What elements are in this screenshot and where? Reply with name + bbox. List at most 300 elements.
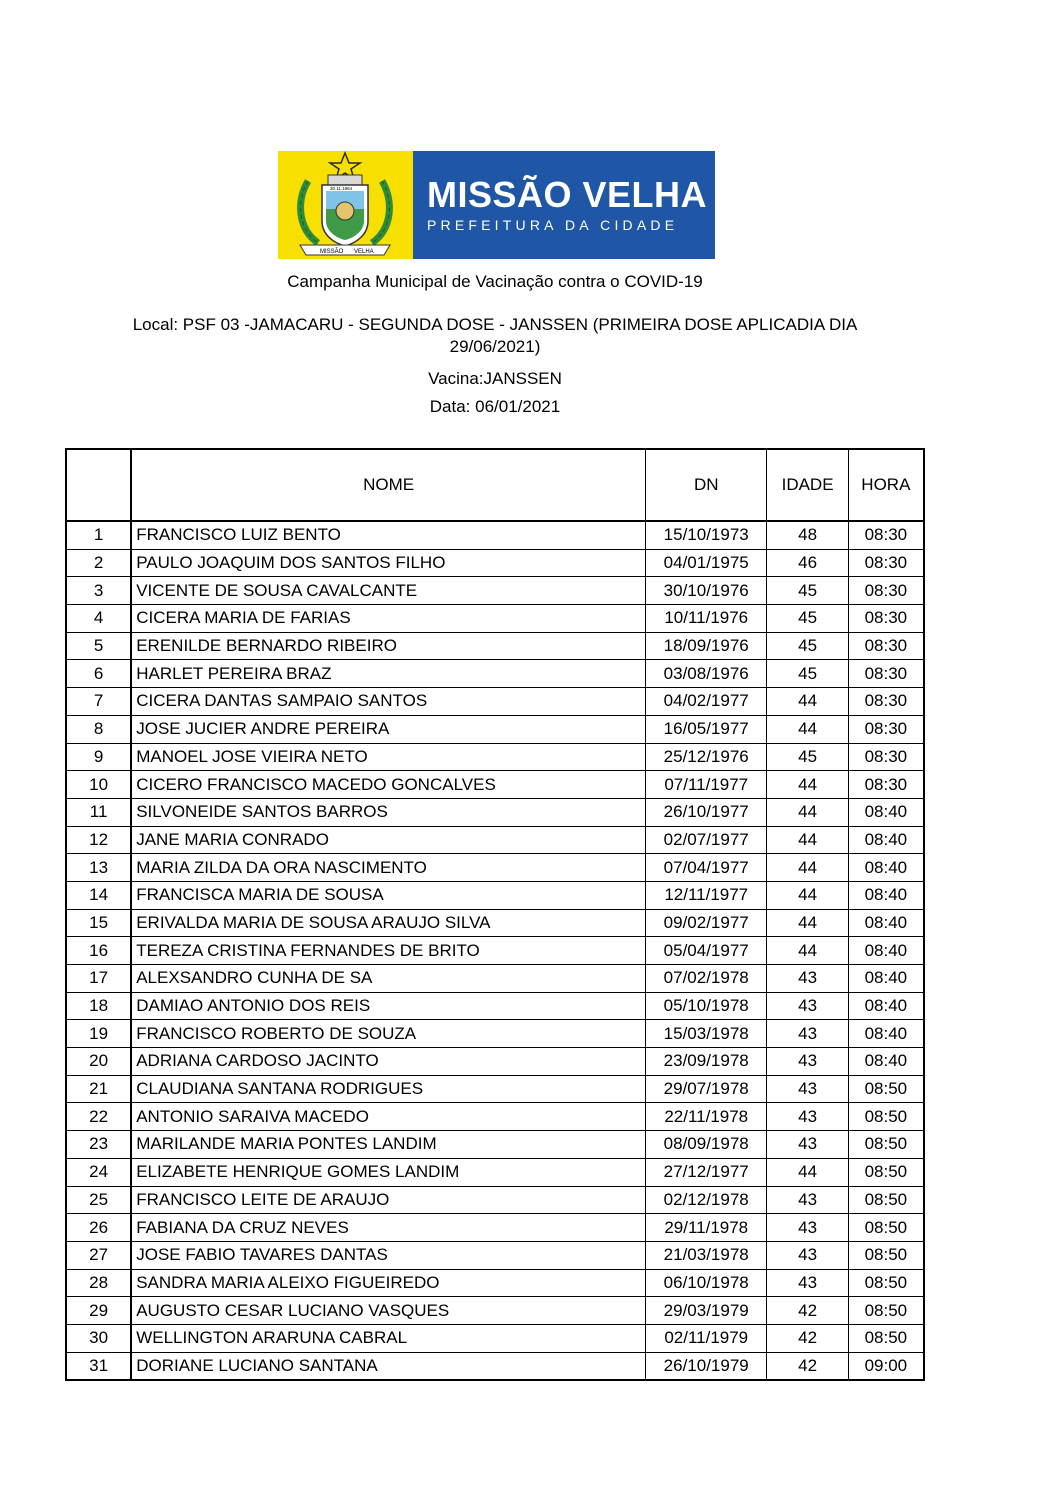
row-dn-cell (646, 688, 767, 716)
row-dn-cell (646, 715, 767, 743)
row-name: MARILANDE MARIA PONTES LANDIM (136, 1134, 437, 1154)
table-row (66, 1214, 924, 1242)
row-name: VICENTE DE SOUSA CAVALCANTE (136, 580, 418, 600)
table-row (66, 798, 924, 826)
table-row (66, 826, 924, 854)
row-name: WELLINGTON ARARUNA CABRAL (136, 1328, 408, 1348)
crest-ribbon-right: VELHA (354, 249, 374, 255)
row-name-cell (131, 577, 645, 605)
row-age: 43 (798, 1217, 818, 1237)
row-dn: 02/07/1977 (663, 829, 749, 849)
row-name-cell (131, 1324, 645, 1352)
row-time: 08:40 (864, 802, 908, 822)
row-time: 08:30 (864, 553, 908, 573)
brand-subtitle: PREFEITURA DA CIDADE (427, 217, 679, 233)
logo-brand-panel (413, 151, 715, 259)
prefeitura-logo (278, 151, 715, 259)
row-name-cell (131, 632, 645, 660)
row-dn-cell (646, 1020, 767, 1048)
row-number-cell (66, 1103, 131, 1131)
row-age-cell (767, 1186, 848, 1214)
municipal-crest-icon (278, 151, 413, 259)
row-name: FRANCISCO ROBERTO DE SOUZA (136, 1023, 417, 1043)
row-age: 43 (798, 996, 818, 1016)
row-age: 44 (798, 857, 818, 877)
row-dn: 16/05/1977 (663, 719, 749, 739)
row-name: CICERA MARIA DE FARIAS (136, 608, 351, 628)
row-dn: 08/09/1978 (663, 1134, 749, 1154)
row-age-cell (767, 937, 848, 965)
row-name-cell (131, 798, 645, 826)
row-number-cell (66, 660, 131, 688)
table-header-row (66, 449, 924, 521)
row-age: 43 (798, 968, 818, 988)
row-name-cell (131, 688, 645, 716)
table-row (66, 688, 924, 716)
row-time: 08:50 (864, 1217, 908, 1237)
row-dn-cell (646, 1241, 767, 1269)
row-name: FRANCISCO LUIZ BENTO (136, 525, 341, 545)
row-name-cell (131, 1241, 645, 1269)
row-age-cell (767, 1324, 848, 1352)
row-time-cell (848, 909, 924, 937)
row-name-cell (131, 1269, 645, 1297)
row-name: HARLET PEREIRA BRAZ (136, 663, 332, 683)
row-age-cell (767, 1269, 848, 1297)
row-time: 08:50 (864, 1162, 908, 1182)
row-age: 45 (798, 663, 818, 683)
row-number-cell (66, 1241, 131, 1269)
row-dn-cell (646, 1324, 767, 1352)
row-number: 26 (89, 1217, 109, 1237)
row-age-cell (767, 1214, 848, 1242)
row-age: 45 (798, 608, 818, 628)
row-age-cell (767, 771, 848, 799)
row-age-cell (767, 992, 848, 1020)
row-age: 43 (798, 1023, 818, 1043)
row-dn-cell (646, 743, 767, 771)
row-dn-cell (646, 1352, 767, 1380)
row-time: 08:50 (864, 1189, 908, 1209)
row-dn: 23/09/1978 (663, 1051, 749, 1071)
row-number: 13 (89, 857, 109, 877)
row-dn: 05/04/1977 (663, 940, 749, 960)
row-dn-cell (646, 1048, 767, 1076)
row-age: 44 (798, 885, 818, 905)
row-age: 42 (798, 1328, 818, 1348)
row-time-cell (848, 1048, 924, 1076)
row-time: 08:40 (864, 885, 908, 905)
row-name: DAMIAO ANTONIO DOS REIS (136, 996, 371, 1016)
table-row (66, 521, 924, 549)
row-name: SANDRA MARIA ALEIXO FIGUEIREDO (136, 1272, 440, 1292)
row-dn-cell (646, 1186, 767, 1214)
row-time-cell (848, 1020, 924, 1048)
row-dn-cell (646, 965, 767, 993)
row-number-cell (66, 549, 131, 577)
row-name-cell (131, 1103, 645, 1131)
row-number-cell (66, 881, 131, 909)
row-name: MANOEL JOSE VIEIRA NETO (136, 746, 368, 766)
brand-name: MISSÃO VELHA (427, 174, 708, 215)
table-row (66, 632, 924, 660)
row-time-cell (848, 798, 924, 826)
row-time: 08:40 (864, 1023, 908, 1043)
row-name: ERIVALDA MARIA DE SOUSA ARAUJO SILVA (136, 912, 491, 932)
row-name-cell (131, 854, 645, 882)
row-name: FRANCISCA MARIA DE SOUSA (136, 885, 384, 905)
row-dn-cell (646, 549, 767, 577)
row-number-cell (66, 1214, 131, 1242)
table-row (66, 992, 924, 1020)
row-time: 08:30 (864, 746, 908, 766)
row-number: 24 (89, 1162, 109, 1182)
row-number: 14 (89, 885, 109, 905)
row-age-cell (767, 1241, 848, 1269)
row-time-cell (848, 881, 924, 909)
row-age: 43 (798, 1051, 818, 1071)
row-time: 08:50 (864, 1134, 908, 1154)
row-time-cell (848, 549, 924, 577)
row-name-cell (131, 715, 645, 743)
row-time: 09:00 (864, 1355, 908, 1375)
row-number-cell (66, 1131, 131, 1159)
row-time: 08:40 (864, 968, 908, 988)
row-dn-cell (646, 881, 767, 909)
row-age-cell (767, 909, 848, 937)
table-row (66, 1297, 924, 1325)
row-number-cell (66, 632, 131, 660)
row-dn-cell (646, 632, 767, 660)
row-time-cell (848, 1186, 924, 1214)
row-dn-cell (646, 1269, 767, 1297)
row-time: 08:50 (864, 1106, 908, 1126)
row-name-cell (131, 965, 645, 993)
row-number: 5 (93, 636, 104, 656)
row-name: TEREZA CRISTINA FERNANDES DE BRITO (136, 940, 480, 960)
row-name-cell (131, 521, 645, 549)
row-time: 08:40 (864, 940, 908, 960)
row-time: 08:30 (864, 719, 908, 739)
row-number: 27 (89, 1245, 109, 1265)
row-number-cell (66, 1269, 131, 1297)
row-age-cell (767, 715, 848, 743)
row-age: 44 (798, 829, 818, 849)
row-time-cell (848, 1075, 924, 1103)
row-dn: 02/11/1979 (664, 1328, 749, 1348)
row-number: 9 (93, 746, 104, 766)
col-header-dn: DN (646, 449, 767, 521)
row-age: 43 (798, 1134, 818, 1154)
row-number: 15 (89, 912, 109, 932)
table-row (66, 965, 924, 993)
row-time: 08:50 (864, 1328, 908, 1348)
row-dn-cell (646, 1131, 767, 1159)
row-name-cell (131, 937, 645, 965)
row-time-cell (848, 715, 924, 743)
row-number: 21 (89, 1079, 109, 1099)
row-time-cell (848, 577, 924, 605)
row-age: 43 (798, 1272, 818, 1292)
row-number: 30 (89, 1328, 109, 1348)
row-age-cell (767, 1158, 848, 1186)
row-number: 4 (93, 608, 104, 628)
row-time-cell (848, 937, 924, 965)
row-age-cell (767, 798, 848, 826)
row-age: 44 (798, 940, 818, 960)
vaccination-list-table (65, 448, 925, 1381)
row-age: 44 (798, 774, 818, 794)
date-line: Data: 06/01/2021 (429, 397, 561, 416)
row-dn-cell (646, 605, 767, 633)
table-row (66, 1075, 924, 1103)
row-name-cell (131, 881, 645, 909)
row-time: 08:50 (864, 1245, 908, 1265)
row-time-cell (848, 660, 924, 688)
row-time: 08:30 (864, 663, 908, 683)
row-name-cell (131, 1131, 645, 1159)
row-name: CLAUDIANA SANTANA RODRIGUES (136, 1079, 424, 1099)
row-time: 08:40 (864, 857, 908, 877)
row-dn: 05/10/1978 (663, 996, 749, 1016)
row-number-cell (66, 743, 131, 771)
row-number-cell (66, 605, 131, 633)
row-dn: 03/08/1976 (663, 663, 749, 683)
row-name-cell (131, 605, 645, 633)
row-number: 16 (89, 940, 109, 960)
row-age: 43 (798, 1189, 818, 1209)
campaign-title: Campanha Municipal de Vacinação contra o COVID-19 (287, 272, 703, 291)
row-time-cell (848, 1103, 924, 1131)
row-number: 6 (93, 663, 104, 683)
row-time: 08:30 (864, 580, 908, 600)
row-dn: 30/10/1976 (663, 580, 749, 600)
row-time: 08:30 (864, 525, 908, 545)
row-number-cell (66, 1048, 131, 1076)
row-name: CICERA DANTAS SAMPAIO SANTOS (136, 691, 428, 711)
row-number: 23 (89, 1134, 109, 1154)
row-dn-cell (646, 577, 767, 605)
row-number-cell (66, 1352, 131, 1380)
row-number-cell (66, 909, 131, 937)
table-row (66, 660, 924, 688)
row-time-cell (848, 605, 924, 633)
row-age: 45 (798, 636, 818, 656)
row-number-cell (66, 577, 131, 605)
row-dn: 25/12/1976 (663, 746, 749, 766)
row-age: 48 (798, 525, 818, 545)
col-header-number (66, 449, 131, 521)
row-time-cell (848, 826, 924, 854)
row-name-cell (131, 1075, 645, 1103)
row-dn: 29/11/1978 (664, 1217, 749, 1237)
row-time: 08:40 (864, 1051, 908, 1071)
row-age-cell (767, 660, 848, 688)
row-age: 44 (798, 1162, 818, 1182)
row-name-cell (131, 909, 645, 937)
row-time-cell (848, 521, 924, 549)
row-dn: 06/10/1978 (663, 1272, 749, 1292)
row-dn-cell (646, 1297, 767, 1325)
row-number-cell (66, 854, 131, 882)
row-number-cell (66, 937, 131, 965)
row-age-cell (767, 854, 848, 882)
row-time-cell (848, 1352, 924, 1380)
crest-date: 30.11.1864 (330, 186, 353, 191)
row-time-cell (848, 1131, 924, 1159)
row-time-cell (848, 632, 924, 660)
row-age: 44 (798, 802, 818, 822)
row-age-cell (767, 1131, 848, 1159)
row-age-cell (767, 549, 848, 577)
row-name: FABIANA DA CRUZ NEVES (136, 1217, 349, 1237)
col-header-time: HORA (848, 449, 924, 521)
crest-ribbon-left: MISSÃO (320, 249, 344, 255)
row-number-cell (66, 1297, 131, 1325)
row-dn: 07/04/1977 (663, 857, 749, 877)
row-dn: 09/02/1977 (663, 912, 749, 932)
table-row (66, 881, 924, 909)
row-time: 08:40 (864, 912, 908, 932)
row-time: 08:30 (864, 608, 908, 628)
table-row (66, 909, 924, 937)
row-number-cell (66, 798, 131, 826)
table-row (66, 715, 924, 743)
table-row (66, 1103, 924, 1131)
row-number: 20 (89, 1051, 109, 1071)
row-age: 43 (798, 1106, 818, 1126)
table-row (66, 771, 924, 799)
row-time: 08:30 (864, 636, 908, 656)
row-number: 28 (89, 1272, 109, 1292)
row-age-cell (767, 1352, 848, 1380)
row-dn-cell (646, 1103, 767, 1131)
row-number: 11 (89, 802, 108, 822)
row-dn: 02/12/1978 (663, 1189, 749, 1209)
row-name-cell (131, 1158, 645, 1186)
row-number: 1 (93, 525, 104, 545)
row-age-cell (767, 688, 848, 716)
table-row (66, 1020, 924, 1048)
row-age-cell (767, 743, 848, 771)
row-number-cell (66, 688, 131, 716)
col-header-name: NOME (131, 449, 645, 521)
row-number-cell (66, 1186, 131, 1214)
row-name-cell (131, 1352, 645, 1380)
table-row (66, 549, 924, 577)
row-number: 29 (89, 1300, 109, 1320)
row-time-cell (848, 1324, 924, 1352)
row-name: JOSE JUCIER ANDRE PEREIRA (136, 719, 390, 739)
row-age-cell (767, 1103, 848, 1131)
row-number-cell (66, 826, 131, 854)
table-row (66, 1352, 924, 1380)
row-dn-cell (646, 660, 767, 688)
row-name: PAULO JOAQUIM DOS SANTOS FILHO (136, 553, 446, 573)
row-number: 7 (93, 691, 104, 711)
row-age-cell (767, 1297, 848, 1325)
row-age-cell (767, 1048, 848, 1076)
row-dn: 26/10/1977 (663, 802, 749, 822)
row-name: ERENILDE BERNARDO RIBEIRO (136, 636, 397, 656)
row-name: ADRIANA CARDOSO JACINTO (136, 1051, 379, 1071)
row-age: 45 (798, 746, 818, 766)
table-row (66, 605, 924, 633)
row-number-cell (66, 1324, 131, 1352)
row-number-cell (66, 771, 131, 799)
row-age: 44 (798, 691, 818, 711)
row-name-cell (131, 992, 645, 1020)
row-time-cell (848, 771, 924, 799)
row-number-cell (66, 1158, 131, 1186)
row-dn: 04/02/1977 (663, 691, 749, 711)
row-dn: 15/03/1978 (663, 1023, 749, 1043)
row-dn-cell (646, 992, 767, 1020)
row-dn-cell (646, 771, 767, 799)
row-number: 18 (89, 996, 109, 1016)
row-number: 25 (89, 1189, 109, 1209)
row-number-cell (66, 1020, 131, 1048)
row-age-cell (767, 1020, 848, 1048)
row-age-cell (767, 605, 848, 633)
row-number-cell (66, 521, 131, 549)
row-dn: 12/11/1977 (664, 885, 749, 905)
row-age: 42 (798, 1300, 818, 1320)
row-name: JOSE FABIO TAVARES DANTAS (136, 1245, 388, 1265)
row-age: 43 (798, 1245, 818, 1265)
row-time-cell (848, 1214, 924, 1242)
row-dn: 18/09/1976 (663, 636, 749, 656)
table-body (66, 521, 924, 1380)
row-number-cell (66, 1075, 131, 1103)
row-age: 44 (798, 719, 818, 739)
row-name-cell (131, 660, 645, 688)
row-time-cell (848, 1158, 924, 1186)
row-dn: 26/10/1979 (663, 1355, 749, 1375)
row-age-cell (767, 881, 848, 909)
row-time-cell (848, 1241, 924, 1269)
row-number: 31 (89, 1355, 109, 1375)
row-age-cell (767, 1075, 848, 1103)
row-dn-cell (646, 798, 767, 826)
row-name: CICERO FRANCISCO MACEDO GONCALVES (136, 774, 496, 794)
row-age-cell (767, 826, 848, 854)
row-time: 08:50 (864, 1272, 908, 1292)
row-age-cell (767, 965, 848, 993)
table-row (66, 1186, 924, 1214)
row-time-cell (848, 743, 924, 771)
row-number-cell (66, 715, 131, 743)
row-name: ALEXSANDRO CUNHA DE SA (136, 968, 373, 988)
row-number-cell (66, 965, 131, 993)
row-dn-cell (646, 1075, 767, 1103)
table-row (66, 1269, 924, 1297)
row-name-cell (131, 1020, 645, 1048)
row-number: 22 (89, 1106, 109, 1126)
row-name: FRANCISCO LEITE DE ARAUJO (136, 1189, 390, 1209)
row-dn-cell (646, 1214, 767, 1242)
row-time-cell (848, 965, 924, 993)
row-dn: 15/10/1973 (663, 525, 749, 545)
row-name-cell (131, 1186, 645, 1214)
row-time-cell (848, 992, 924, 1020)
row-dn-cell (646, 854, 767, 882)
row-time: 08:40 (864, 829, 908, 849)
row-dn: 04/01/1975 (663, 553, 749, 573)
row-name-cell (131, 1048, 645, 1076)
row-number: 3 (93, 580, 104, 600)
row-dn-cell (646, 521, 767, 549)
